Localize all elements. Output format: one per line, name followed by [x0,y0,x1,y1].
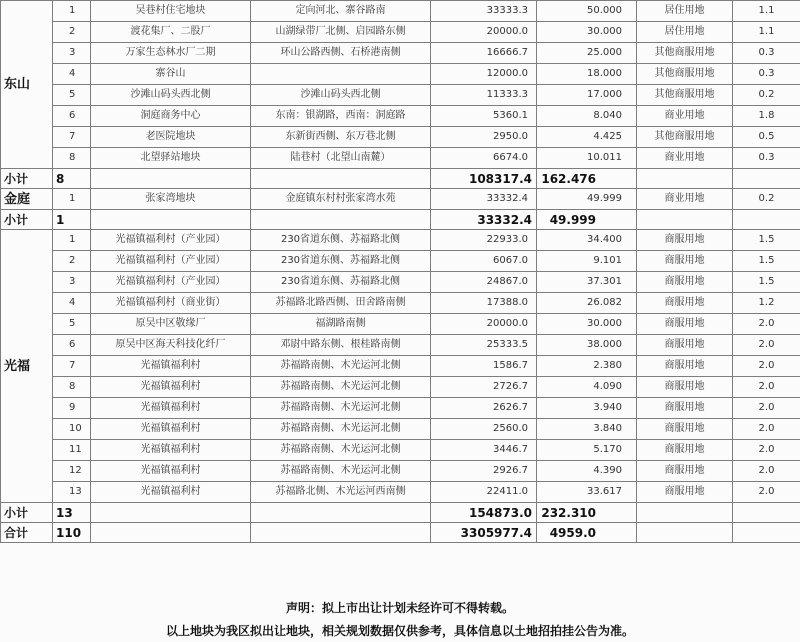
plot-ratio: 2.0 [733,398,800,419]
row-number: 7 [53,127,91,148]
table-row [1,293,800,314]
empty-cell [251,523,431,543]
table-row [1,1,800,22]
empty-cell [733,210,800,230]
table-body [1,1,800,543]
land-use: 商服用地 [637,377,733,398]
parcel-mu: 3.840 [537,419,637,440]
plot-ratio: 2.0 [733,461,800,482]
land-use: 商服用地 [637,251,733,272]
parcel-area: 11333.3 [431,85,537,106]
parcel-mu: 30.000 [537,22,637,43]
row-number: 6 [53,106,91,127]
land-use: 商服用地 [637,356,733,377]
parcel-area: 22933.0 [431,230,537,251]
parcel-name: 光福镇福利村 [91,440,251,461]
parcel-location: 环山公路西侧、石桥港南侧 [251,43,431,64]
parcel-area: 2950.0 [431,127,537,148]
land-use: 商服用地 [637,230,733,251]
parcel-mu: 2.380 [537,356,637,377]
plot-ratio: 2.0 [733,335,800,356]
land-use: 商服用地 [637,482,733,503]
parcel-location: 邓尉中路东侧、根桂路南侧 [251,335,431,356]
table-row [1,43,800,64]
row-number: 6 [53,335,91,356]
parcel-name: 老医院地块 [91,127,251,148]
parcel-location: 东新街西侧、东万巷北侧 [251,127,431,148]
plot-ratio: 0.2 [733,189,800,210]
parcel-mu: 34.400 [537,230,637,251]
land-use: 商服用地 [637,314,733,335]
empty-cell [733,169,800,189]
parcel-name: 洞庭商务中心 [91,106,251,127]
parcel-mu: 50.000 [537,1,637,22]
plot-ratio: 1.5 [733,251,800,272]
empty-cell [91,523,251,543]
parcel-location: 230省道东侧、苏福路北侧 [251,251,431,272]
parcel-location: 东南：银湖路，西南：洞庭路 [251,106,431,127]
parcel-name: 光福镇福利村 [91,419,251,440]
parcel-location: 苏福路南侧、木光运河北侧 [251,461,431,482]
row-number: 5 [53,85,91,106]
subtotal-mu: 232.310 [537,503,637,523]
table-row [1,314,800,335]
land-use: 其他商服用地 [637,64,733,85]
parcel-area: 6067.0 [431,251,537,272]
plot-ratio: 1.1 [733,22,800,43]
land-use: 商服用地 [637,272,733,293]
parcel-mu: 38.000 [537,335,637,356]
parcel-area: 24867.0 [431,272,537,293]
plot-ratio: 0.3 [733,64,800,85]
parcel-area: 2626.7 [431,398,537,419]
plot-ratio: 2.0 [733,419,800,440]
parcel-area: 25333.5 [431,335,537,356]
subtotal-area: 33332.4 [431,210,537,230]
plot-ratio: 0.2 [733,85,800,106]
parcel-mu: 17.000 [537,85,637,106]
table-row [1,356,800,377]
row-number: 2 [53,22,91,43]
parcel-area: 5360.1 [431,106,537,127]
parcel-area: 20000.0 [431,22,537,43]
total-label: 合计 [1,523,53,543]
parcel-location [251,64,431,85]
parcel-name: 渡花集厂、二股厂 [91,22,251,43]
row-number: 12 [53,461,91,482]
parcel-location: 山湖绿带厂北侧、启园路东侧 [251,22,431,43]
subtotal-mu: 49.999 [537,210,637,230]
row-number: 1 [53,1,91,22]
parcel-name: 光福镇福利村 [91,398,251,419]
plot-ratio: 1.1 [733,1,800,22]
parcel-name: 光福镇福利村（产业园） [91,251,251,272]
empty-cell [251,503,431,523]
table-row [1,64,800,85]
parcel-name: 北望驿站地块 [91,148,251,169]
parcel-mu: 10.011 [537,148,637,169]
subtotal-count: 13 [53,503,91,523]
parcel-mu: 30.000 [537,314,637,335]
empty-cell [637,503,733,523]
empty-cell [733,523,800,543]
row-number: 13 [53,482,91,503]
parcel-area: 12000.0 [431,64,537,85]
row-number: 3 [53,43,91,64]
subtotal-label: 小计 [1,503,53,523]
empty-cell [251,210,431,230]
total-area: 3305977.4 [431,523,537,543]
row-number: 8 [53,377,91,398]
total-row [1,523,800,543]
parcel-name: 光福镇福利村 [91,356,251,377]
subtotal-label: 小计 [1,210,53,230]
subtotal-mu: 162.476 [537,169,637,189]
empty-cell [91,503,251,523]
table-row [1,230,800,251]
parcel-name: 寨谷山 [91,64,251,85]
row-number: 9 [53,398,91,419]
land-use: 居住用地 [637,22,733,43]
land-use: 商业用地 [637,148,733,169]
parcel-mu: 8.040 [537,106,637,127]
land-use: 其他商服用地 [637,43,733,64]
parcel-location: 230省道东侧、苏福路北侧 [251,272,431,293]
parcel-area: 16666.7 [431,43,537,64]
plot-ratio: 1.5 [733,230,800,251]
empty-cell [637,169,733,189]
table-row [1,377,800,398]
land-use: 其他商服用地 [637,127,733,148]
parcel-location: 陆巷村（北望山南麓） [251,148,431,169]
row-number: 10 [53,419,91,440]
parcel-mu: 4.425 [537,127,637,148]
row-number: 7 [53,356,91,377]
land-use: 商业用地 [637,106,733,127]
district-cell: 东山 [1,1,53,169]
parcel-location: 苏福路北路西侧、田舍路南侧 [251,293,431,314]
empty-cell [637,210,733,230]
table-row [1,335,800,356]
plot-ratio: 1.5 [733,272,800,293]
parcel-area: 2926.7 [431,461,537,482]
parcel-name: 光福镇福利村（产业园） [91,230,251,251]
parcel-mu: 4.390 [537,461,637,482]
plot-ratio: 2.0 [733,440,800,461]
plot-ratio: 2.0 [733,314,800,335]
subtotal-count: 8 [53,169,91,189]
parcel-area: 6674.0 [431,148,537,169]
row-number: 5 [53,314,91,335]
land-use: 商服用地 [637,461,733,482]
subtotal-area: 108317.4 [431,169,537,189]
parcel-location: 沙滩山码头西北侧 [251,85,431,106]
table-row [1,482,800,503]
parcel-name: 吴巷村住宅地块 [91,1,251,22]
plot-ratio: 2.0 [733,482,800,503]
parcel-area: 3446.7 [431,440,537,461]
notice-text: 以上地块为我区拟出让地块，相关规划数据仅供参考，具体信息以土地招拍挂公告为准。 [165,624,634,638]
disclaimer-text: 声明：拟上市出让计划未经许可不得转载。 [285,601,514,615]
empty-cell [733,503,800,523]
land-use: 商服用地 [637,398,733,419]
parcel-name: 张家湾地块 [91,189,251,210]
parcel-area: 2726.7 [431,377,537,398]
table-row [1,398,800,419]
table-row [1,127,800,148]
land-use: 其他商服用地 [637,85,733,106]
parcel-name: 光福镇福利村 [91,377,251,398]
plot-ratio: 0.3 [733,148,800,169]
plot-ratio: 1.2 [733,293,800,314]
table-row [1,22,800,43]
parcel-location: 苏福路南侧、木光运河北侧 [251,419,431,440]
row-number: 11 [53,440,91,461]
parcel-location: 福湖路南侧 [251,314,431,335]
parcel-area: 20000.0 [431,314,537,335]
parcel-mu: 49.999 [537,189,637,210]
table-row [1,106,800,127]
land-use: 商服用地 [637,335,733,356]
land-use: 商业用地 [637,189,733,210]
parcel-location: 苏福路南侧、木光运河北侧 [251,440,431,461]
parcel-mu: 9.101 [537,251,637,272]
land-use: 商服用地 [637,419,733,440]
parcel-location: 苏福路南侧、木光运河北侧 [251,398,431,419]
parcel-location: 苏福路南侧、木光运河北侧 [251,377,431,398]
table-row [1,272,800,293]
parcel-area: 33332.4 [431,189,537,210]
district-cell: 光福 [1,230,53,503]
parcel-name: 光福镇福利村 [91,461,251,482]
row-number: 1 [53,230,91,251]
parcel-area: 2560.0 [431,419,537,440]
parcel-name: 光福镇福利村（商业街） [91,293,251,314]
parcel-mu: 18.000 [537,64,637,85]
parcel-name: 沙滩山码头西北侧 [91,85,251,106]
table-row [1,189,800,210]
parcel-name: 原吴中区敬缘厂 [91,314,251,335]
parcel-name: 原吴中区海天科技化纤厂 [91,335,251,356]
row-number: 1 [53,189,91,210]
footer-notice [0,573,800,642]
row-number: 4 [53,64,91,85]
parcel-mu: 4.090 [537,377,637,398]
subtotal-count: 1 [53,210,91,230]
parcel-location: 定向河北、寨谷路南 [251,1,431,22]
table-row [1,85,800,106]
parcel-area: 22411.0 [431,482,537,503]
district-cell: 金庭 [1,189,53,210]
parcel-name: 万家生态林水厂二期 [91,43,251,64]
empty-cell [91,210,251,230]
parcel-location: 苏福路南侧、木光运河北侧 [251,356,431,377]
land-use: 商服用地 [637,293,733,314]
empty-cell [637,523,733,543]
table-row [1,419,800,440]
parcel-location: 230省道东侧、苏福路北侧 [251,230,431,251]
plot-ratio: 2.0 [733,377,800,398]
parcel-area: 33333.3 [431,1,537,22]
table-row [1,461,800,482]
empty-cell [91,169,251,189]
land-use: 商服用地 [637,440,733,461]
plot-ratio: 1.8 [733,106,800,127]
parcel-mu: 33.617 [537,482,637,503]
parcel-mu: 26.082 [537,293,637,314]
table-row [1,440,800,461]
plot-ratio: 2.0 [733,356,800,377]
subtotal-row [1,210,800,230]
parcel-mu: 5.170 [537,440,637,461]
parcel-area: 1586.7 [431,356,537,377]
subtotal-row [1,503,800,523]
subtotal-label: 小计 [1,169,53,189]
subtotal-area: 154873.0 [431,503,537,523]
row-number: 3 [53,272,91,293]
empty-cell [251,169,431,189]
parcel-location: 金庭镇东村村张家湾水苑 [251,189,431,210]
row-number: 2 [53,251,91,272]
subtotal-row [1,169,800,189]
parcel-mu: 3.940 [537,398,637,419]
total-count: 110 [53,523,91,543]
table-row [1,148,800,169]
parcel-location: 苏福路北侧、木光运河西南侧 [251,482,431,503]
row-number: 4 [53,293,91,314]
plot-ratio: 0.3 [733,43,800,64]
parcel-name: 光福镇福利村（产业园） [91,272,251,293]
parcel-mu: 25.000 [537,43,637,64]
table-row [1,251,800,272]
row-number: 8 [53,148,91,169]
plot-ratio: 0.5 [733,127,800,148]
parcel-mu: 37.301 [537,272,637,293]
parcel-area: 17388.0 [431,293,537,314]
land-use: 居住用地 [637,1,733,22]
total-mu: 4959.0 [537,523,637,543]
parcel-name: 光福镇福利村 [91,482,251,503]
